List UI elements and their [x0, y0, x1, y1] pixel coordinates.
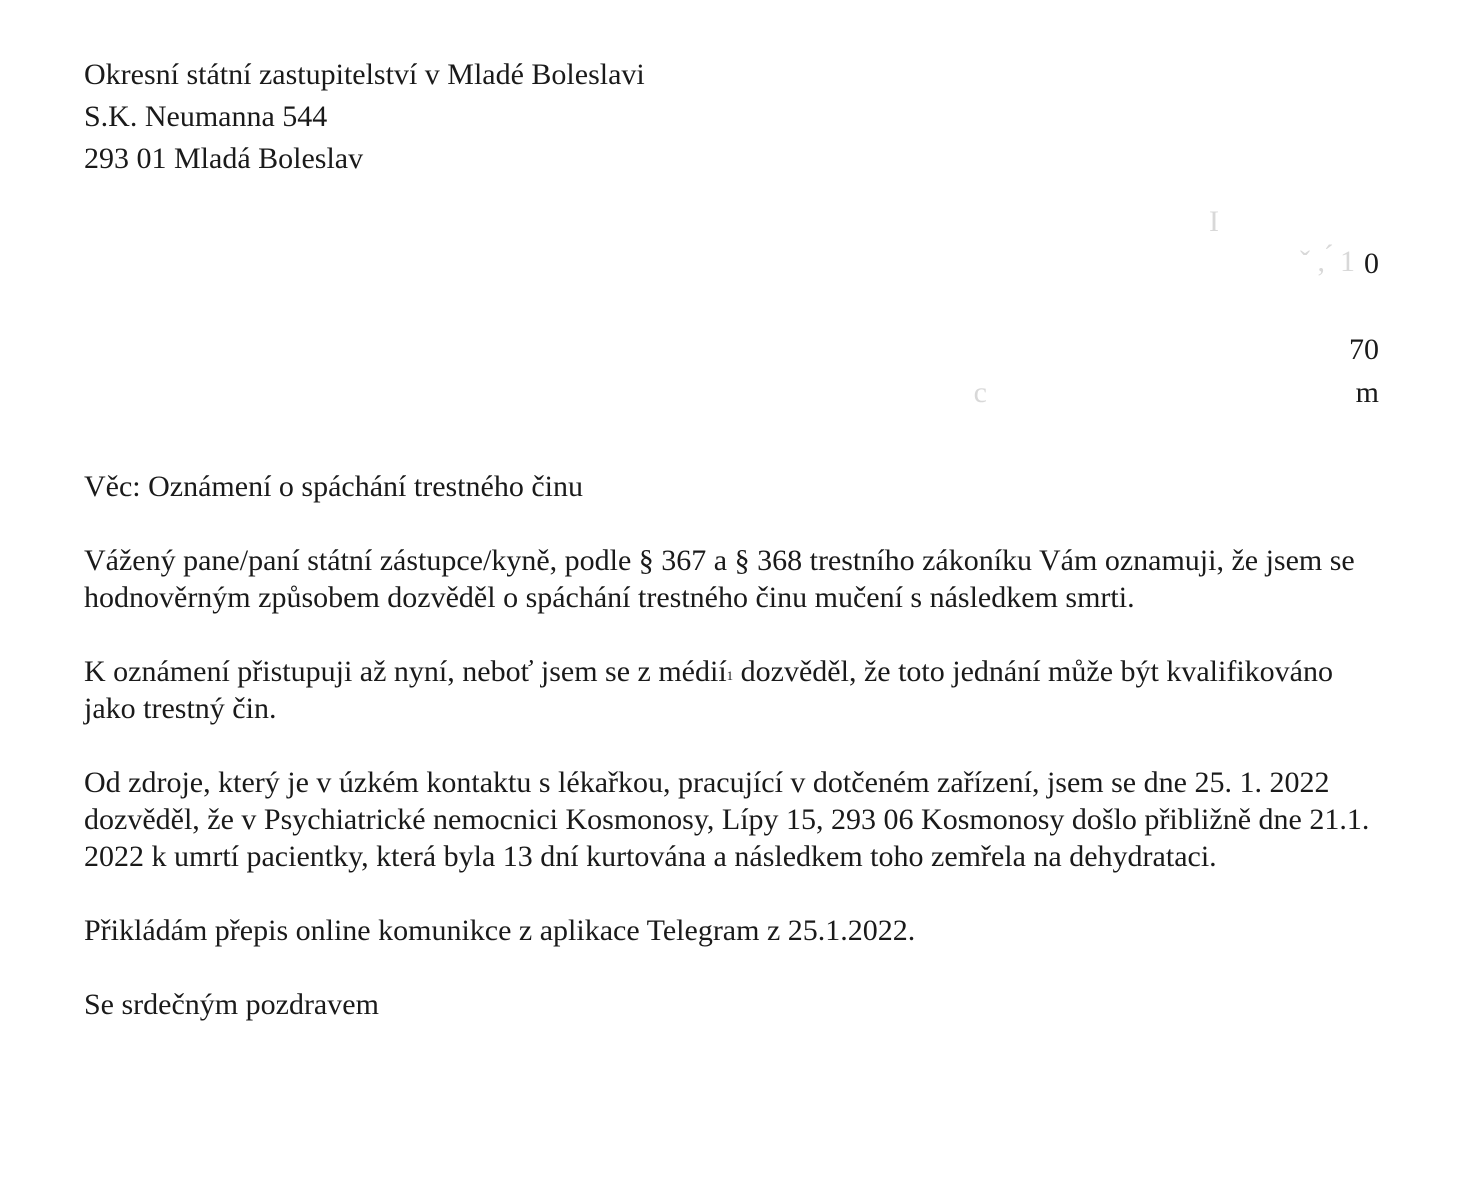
paragraph-2	[84, 653, 1384, 727]
recipient-line-2: S.K. Neumanna 544	[84, 100, 328, 133]
recipient-line-1: Okresní státní zastupitelství v Mladé Boleslavi	[84, 58, 645, 91]
letter-subject: Věc: Oznámení o spáchání trestného činu	[84, 470, 583, 503]
sender-fragment-4: 70	[1349, 333, 1379, 366]
sender-fragment-2: ˇ , ́ 1	[1300, 245, 1355, 278]
sender-fragment-3: 0	[1364, 247, 1379, 280]
sender-address-redacted	[959, 196, 1379, 416]
recipient-address	[84, 54, 645, 180]
sender-fragment-6: m	[1355, 376, 1379, 409]
footnote-marker: 1	[726, 668, 734, 683]
recipient-line-3: 293 01 Mladá Boleslav	[84, 142, 364, 175]
paragraph-4: Přikládám přepis online komunikce z aplikace Telegram z 25.1.2022.	[84, 914, 916, 947]
paragraph-1: Vážený pane/paní státní zástupce/kyně, podle § 367 a § 368 trestního zákoníku Vám oznamuji, že jsem se hodnověrným způsobem dozvěděl o spáchání trestného činu mučení s následkem smrti.	[84, 544, 1355, 614]
letter-body	[84, 468, 1384, 1023]
sender-fragment-5: c	[973, 376, 987, 409]
paragraph-2-text-b: dozvěděl, že toto jednání může být kvalifikováno jako trestný čin.	[84, 655, 1333, 725]
paragraph-2-text-a: K oznámení přistupuji až nyní, neboť jsem se z médií	[84, 655, 727, 688]
closing: Se srdečným pozdravem	[84, 988, 379, 1021]
paragraph-3: Od zdroje, který je v úzkém kontaktu s lékařkou, pracující v dotčeném zařízení, jsem se dne 25. 1. 2022 dozvěděl, že v Psychiatrické nemocnici Kosmonosy, Lípy 15, 293 06 Kosmonosy došlo přibližně dne 21.1. 2022 k umrtí pacientky, která byla 13 dní kurtována a následkem toho zemřela na dehydrataci.	[84, 766, 1370, 873]
sender-fragment-1: I	[1209, 205, 1219, 238]
